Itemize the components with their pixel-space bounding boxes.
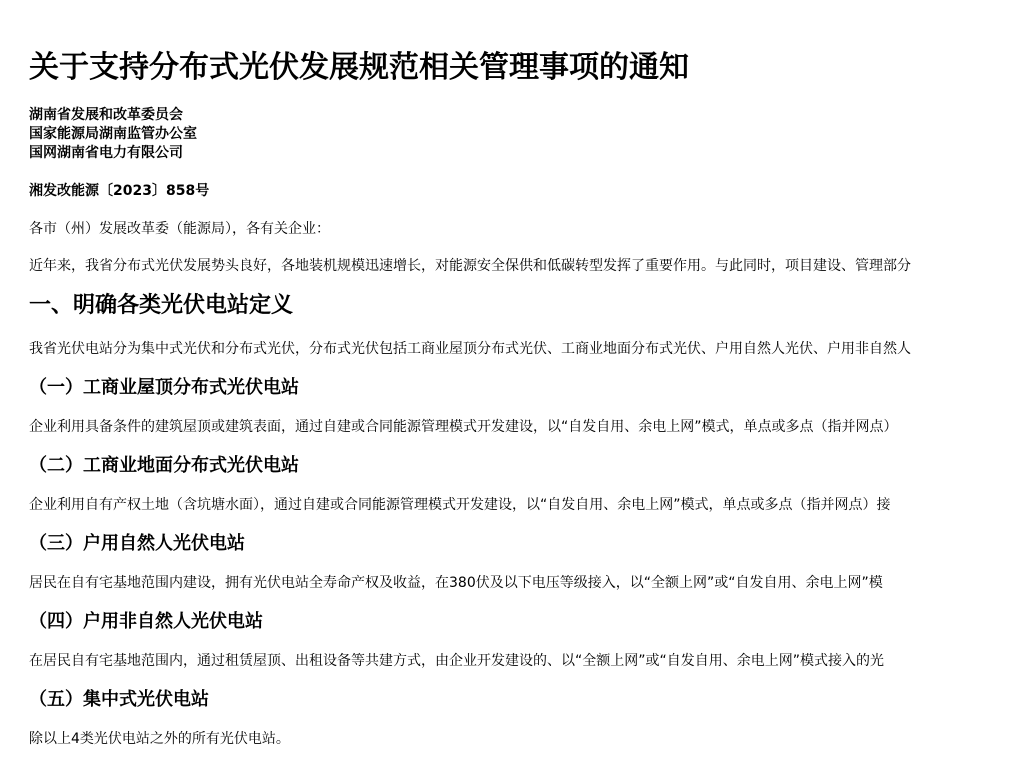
issuer-list (29, 106, 197, 163)
document-number: 湘发改能源〔2023〕858号 (29, 183, 210, 199)
intro-paragraph: 近年来，我省分布式光伏发展势头良好，各地装机规模迅速增长，对能源安全保供和低碳转型发挥了重要作用。与此同时，项目建设、管理部分 (29, 258, 911, 274)
section-heading-1: 一、明确各类光伏电站定义 (29, 293, 294, 318)
issuer-name: 国网湖南省电力有限公司 (29, 145, 183, 161)
subsection-heading-2: （二）工商业地面分布式光伏电站 (29, 455, 299, 476)
subsection-heading-4: （四）户用非自然人光伏电站 (29, 611, 263, 632)
salutation: 各市（州）发展改革委（能源局），各有关企业： (29, 221, 330, 237)
subsection-paragraph-5: 除以上4类光伏电站之外的所有光伏电站。 (29, 731, 290, 747)
document-page (29, 0, 1024, 768)
subsection-paragraph-3: 居民在自有宅基地范围内建设，拥有光伏电站全寿命产权及收益，在380伏及以下电压等级接入，以“全额上网”或“自发自用、余电上网”模 (29, 575, 883, 591)
document-title: 关于支持分布式光伏发展规范相关管理事项的通知 (29, 50, 689, 85)
subsection-paragraph-1: 企业利用具备条件的建筑屋顶或建筑表面，通过自建或合同能源管理模式开发建设，以“自发自用、余电上网”模式，单点或多点（指并网点） (29, 419, 898, 435)
subsection-paragraph-4: 在居民自有宅基地范围内，通过租赁屋顶、出租设备等共建方式，由企业开发建设的、以“全额上网”或“自发自用、余电上网”模式接入的光 (29, 653, 885, 669)
subsection-heading-5: （五）集中式光伏电站 (29, 689, 209, 710)
subsection-heading-3: （三）户用自然人光伏电站 (29, 533, 245, 554)
subsection-heading-1: （一）工商业屋顶分布式光伏电站 (29, 377, 299, 398)
issuer-name: 湖南省发展和改革委员会 (29, 107, 183, 123)
subsection-paragraph-2: 企业利用自有产权土地（含坑塘水面），通过自建或合同能源管理模式开发建设，以“自发自用、余电上网”模式，单点或多点（指并网点）接 (29, 497, 891, 513)
issuer-name: 国家能源局湖南监管办公室 (29, 126, 197, 142)
section-1-paragraph: 我省光伏电站分为集中式光伏和分布式光伏，分布式光伏包括工商业屋顶分布式光伏、工商业地面分布式光伏、户用自然人光伏、户用非自然人 (29, 341, 911, 357)
